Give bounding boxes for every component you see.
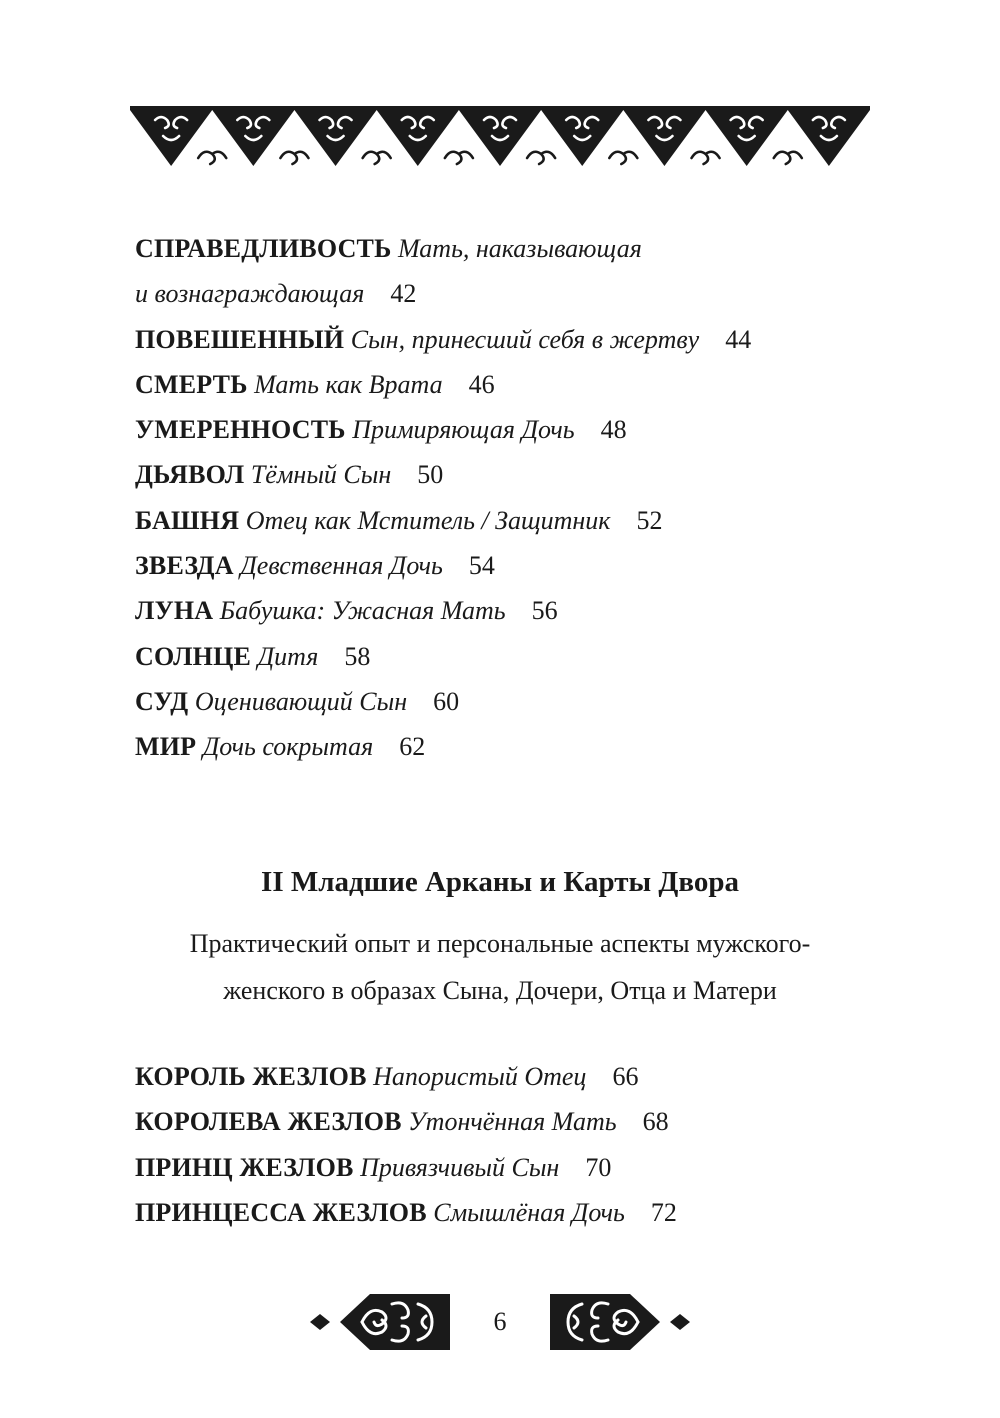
ornament-top-line: [130, 106, 870, 110]
entry-subtitle: Примиряющая Дочь: [352, 415, 575, 445]
entry-subtitle: Девственная Дочь: [240, 551, 443, 581]
entry-page-number: 58: [344, 641, 371, 671]
footer-ornament-right: [530, 1290, 700, 1354]
entry-title: БАШНЯ: [135, 505, 240, 535]
entry-subtitle: Привязчивый Сын: [360, 1152, 560, 1182]
entry-title: КОРОЛЕВА ЖЕЗЛОВ: [135, 1107, 402, 1137]
entry-page-number: 44: [725, 324, 752, 354]
entry-title: ПРИНЦ ЖЕЗЛОВ: [135, 1152, 354, 1182]
entry-page-number: 60: [433, 686, 460, 716]
toc-entry[interactable]: [135, 498, 875, 543]
entry-page-number: 46: [468, 369, 495, 399]
entry-title: ПОВЕШЕННЫЙ: [135, 324, 345, 354]
entry-title: КОРОЛЬ ЖЕЗЛОВ: [135, 1062, 367, 1091]
entry-title: МИР: [135, 732, 197, 762]
toc-entry[interactable]: [135, 407, 875, 452]
toc-entry[interactable]: [135, 452, 875, 497]
toc-entry[interactable]: [135, 1145, 875, 1190]
entry-subtitle: Отец как Мститель / Защитник: [245, 505, 611, 535]
entry-subtitle: Напористый Отец: [373, 1062, 587, 1091]
entry-subtitle: Дитя: [257, 641, 319, 671]
entry-title: ЛУНА: [135, 596, 214, 626]
entry-subtitle: Утончённая Мать: [408, 1107, 617, 1137]
footer-ornament-left: [300, 1290, 470, 1354]
entry-subtitle: Мать как Врата: [254, 369, 443, 399]
section-description: [150, 920, 850, 1014]
section-description-line: женского в образах Сына, Дочери, Отца и Матери: [223, 976, 777, 1005]
entry-page-number: 72: [650, 1197, 677, 1227]
toc-entry[interactable]: [135, 724, 875, 769]
entry-page-number: 56: [531, 596, 558, 626]
entry-subtitle: Бабушка: Ужасная Мать: [219, 596, 506, 626]
entry-title: СУД: [135, 686, 189, 716]
toc-entry[interactable]: [135, 1190, 875, 1235]
ornament-scroll-up: [692, 152, 720, 164]
toc-major-arcana: [135, 226, 875, 770]
section-description-line: Практический опыт и персональные аспекты мужского-: [189, 929, 811, 958]
entry-title: ДЬЯВОЛ: [135, 460, 245, 490]
entry-page-number: 68: [642, 1107, 669, 1137]
entry-page-number: 62: [399, 732, 426, 762]
toc-entry[interactable]: [135, 543, 875, 588]
entry-title: СПРАВЕДЛИВОСТЬ: [135, 234, 392, 263]
toc-entry[interactable]: [135, 634, 875, 679]
ornament-scroll-up: [363, 152, 391, 164]
entry-title: УМЕРЕННОСТЬ: [135, 415, 346, 445]
entry-subtitle: Оценивающий Сын: [194, 686, 408, 716]
ornament-scroll-up: [445, 152, 473, 164]
page-footer: [300, 1290, 700, 1354]
toc-minor-arcana: [135, 1054, 875, 1235]
toc-entry[interactable]: [135, 679, 875, 724]
entry-subtitle: Тёмный Сын: [250, 460, 392, 490]
entry-subtitle: и вознаграждающая: [135, 279, 365, 309]
ornament-scroll-up: [774, 152, 802, 164]
toc-entry-continuation[interactable]: [135, 271, 875, 316]
ornament-scroll-up: [527, 152, 555, 164]
entry-subtitle: Мать, наказывающая: [398, 234, 642, 263]
ornament-scroll-up: [280, 152, 308, 164]
entry-subtitle: Дочь сокрытая: [202, 732, 374, 762]
entry-page-number: 48: [600, 415, 627, 445]
entry-title: ЗВЕЗДА: [135, 551, 234, 581]
entry-page-number: 50: [417, 460, 444, 490]
toc-entry[interactable]: [135, 317, 875, 362]
section-heading: II Младшие Арканы и Карты Двора: [261, 866, 739, 898]
entry-page-number: 52: [636, 505, 663, 535]
ornament-scroll-up: [198, 152, 226, 164]
page-number: 6: [493, 1307, 507, 1336]
toc-entry[interactable]: [135, 1099, 875, 1144]
entry-title: СМЕРТЬ: [135, 369, 248, 399]
toc-entry[interactable]: [135, 1054, 875, 1099]
entry-subtitle: Смышлёная Дочь: [433, 1197, 625, 1227]
ornament-scroll-up: [609, 152, 637, 164]
entry-page-number: 42: [390, 279, 417, 309]
top-ornament-band: [130, 106, 870, 168]
entry-subtitle: Сын, принесший себя в жертву: [350, 324, 700, 354]
entry-page-number: 54: [468, 551, 495, 581]
toc-entry[interactable]: [135, 362, 875, 407]
entry-title: ПРИНЦЕССА ЖЕЗЛОВ: [135, 1197, 427, 1227]
entry-title: СОЛНЦЕ: [135, 641, 252, 671]
entry-page-number: 66: [612, 1062, 639, 1091]
entry-page-number: 70: [585, 1152, 612, 1182]
toc-entry[interactable]: [135, 226, 875, 271]
toc-entry[interactable]: [135, 588, 875, 633]
